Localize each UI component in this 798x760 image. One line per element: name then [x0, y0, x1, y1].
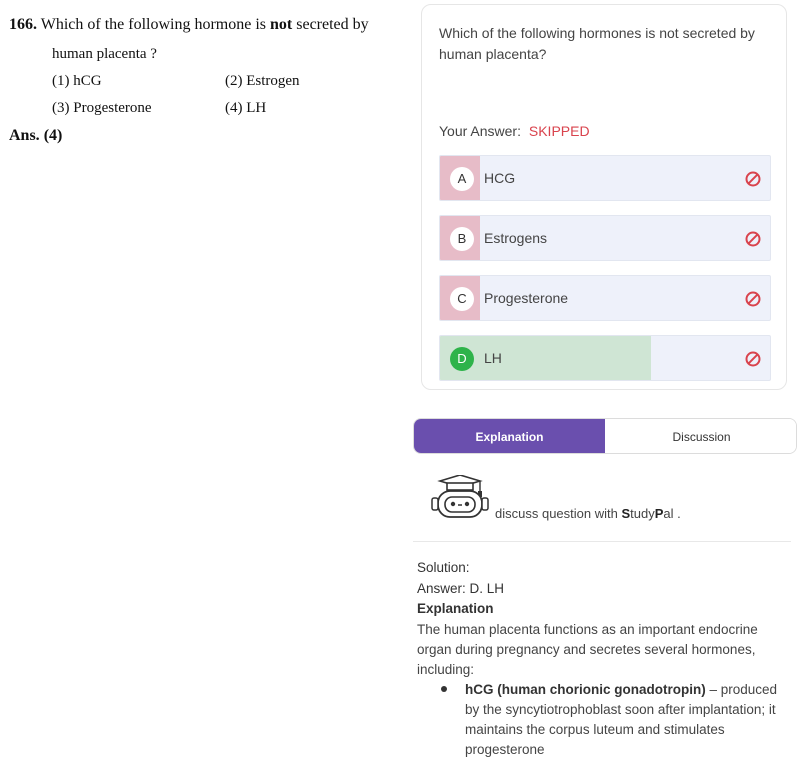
solution-answer: Answer: D. LH — [417, 581, 505, 596]
tab-discussion[interactable]: Discussion — [605, 419, 797, 453]
your-answer-status: SKIPPED — [528, 123, 590, 139]
question-number: 166. — [9, 16, 37, 33]
option-b-text: Estrogens — [484, 230, 548, 246]
bullet-text: – produced by the syncytiotrophoblast soon after implantation; it maintains the corpus luteum and stimulates progesterone — [465, 682, 778, 757]
option-a-text: HCG — [484, 170, 516, 186]
your-answer-label: Your Answer: — [439, 123, 521, 139]
scan-option-4: (4) LH — [225, 100, 267, 116]
no-entry-icon — [744, 170, 762, 188]
no-entry-icon — [744, 290, 762, 308]
divider — [413, 541, 791, 542]
studypal-robot-icon[interactable] — [430, 475, 490, 521]
explanation-heading: Explanation — [417, 601, 494, 616]
option-c[interactable] — [439, 275, 771, 321]
explanation-bullet — [465, 680, 780, 760]
scan-answer-label: Ans. — [9, 127, 40, 144]
option-a-letter: A — [450, 167, 474, 191]
studypal-prefix: discuss question with — [495, 506, 618, 521]
card-question-text: Which of the following hormones is not secreted by human placenta? — [439, 25, 755, 62]
no-entry-icon — [744, 230, 762, 248]
option-d-letter: D — [450, 347, 474, 371]
option-b-letter: B — [450, 227, 474, 251]
no-entry-icon — [744, 350, 762, 368]
option-d[interactable] — [439, 335, 771, 381]
question-card — [421, 4, 787, 390]
studypal-p: P — [654, 506, 664, 521]
scan-option-2: (2) Estrogen — [225, 73, 300, 89]
scan-option-1: (1) hCG — [52, 73, 102, 89]
your-answer — [439, 123, 590, 139]
studypal-al: al — [663, 506, 674, 521]
tab-explanation[interactable]: Explanation — [414, 419, 605, 453]
studypal-tudy: tudy — [630, 506, 655, 521]
question-text-pre: Which of the following hormone is — [40, 16, 267, 33]
option-d-text: LH — [484, 350, 502, 366]
studypal-suffix: . — [677, 506, 681, 521]
option-a[interactable] — [439, 155, 771, 201]
scan-option-3: (3) Progesterone — [52, 100, 152, 116]
bullet-point — [441, 686, 447, 692]
explanation-tabs — [413, 418, 797, 454]
studypal-s: S — [621, 506, 631, 521]
solution-label: Solution: — [417, 560, 470, 575]
question-line-1 — [9, 16, 369, 34]
option-b[interactable] — [439, 215, 771, 261]
scan-answer — [9, 127, 62, 145]
question-text-bold: not — [270, 16, 293, 33]
studypal-link[interactable] — [495, 506, 681, 521]
explanation-paragraph: The human placenta functions as an important endocrine organ during pregnancy and secretes several hormones, including: — [417, 622, 758, 677]
question-text-post: secreted by — [296, 16, 369, 33]
option-c-text: Progesterone — [484, 290, 569, 306]
bullet-bold: hCG (human chorionic gonadotropin) — [465, 682, 706, 697]
scan-answer-value: (4) — [43, 127, 63, 144]
question-line-2: human placenta ? — [52, 46, 157, 62]
option-c-letter: C — [450, 287, 474, 311]
